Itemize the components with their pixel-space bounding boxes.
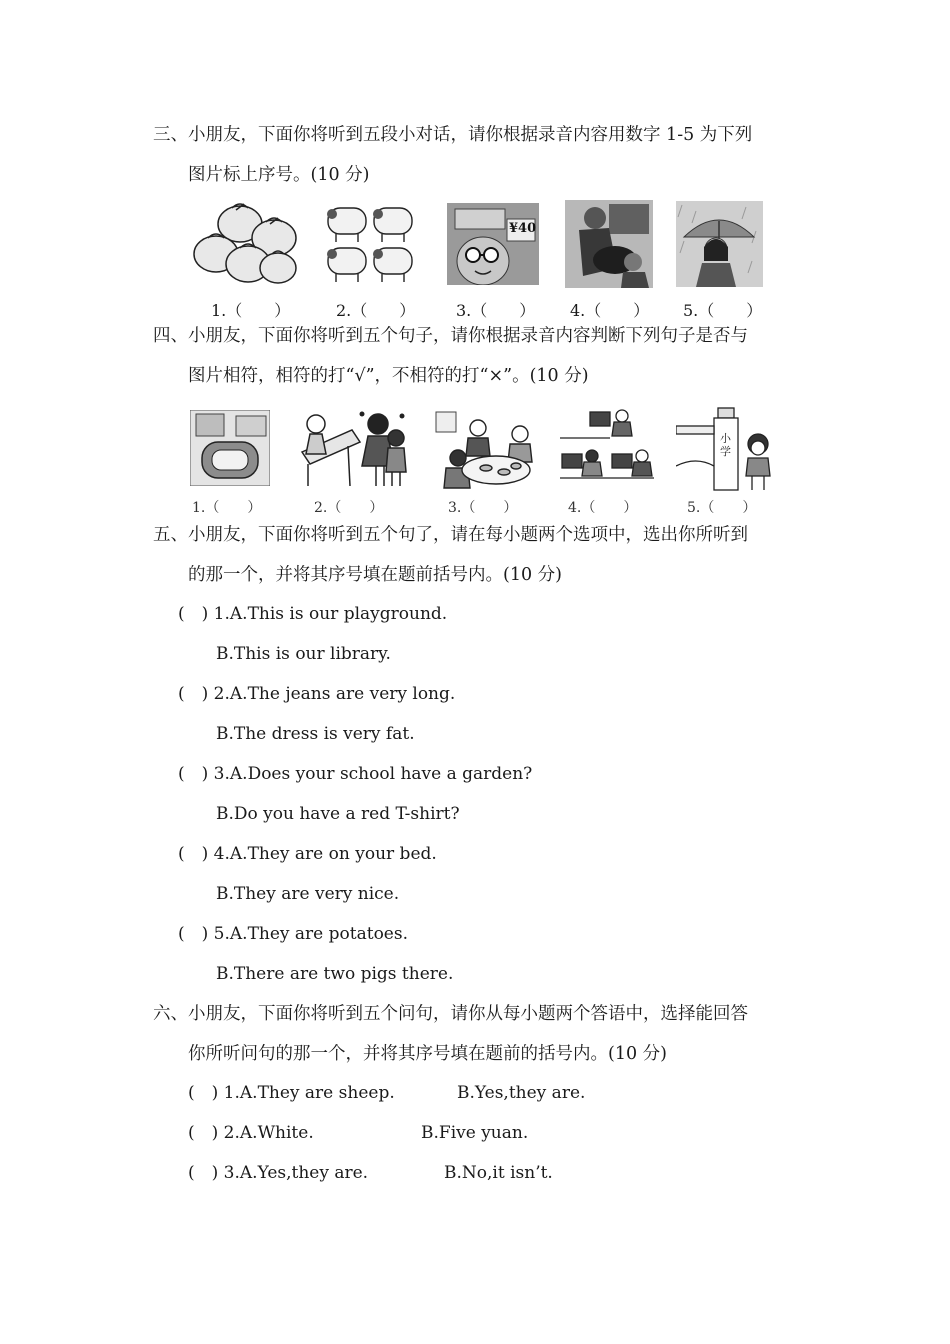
section4-instruction-line1: 四、小朋友，下面你将听到五个句子，请你根据录音内容判断下列句子是否与 xyxy=(153,326,748,346)
section6-q2-option-b: B.Five yuan. xyxy=(421,1123,529,1143)
section4-label-2: 2.（ ） xyxy=(314,500,384,516)
price-tag-text: ¥40 xyxy=(509,221,537,236)
section5-instruction-line1: 五、小朋友，下面你将听到五个句了，请在每小题两个选项中，选出你所听到 xyxy=(153,525,748,545)
section6-q1-option-a: ( ) 1.A.They are sheep. xyxy=(188,1083,395,1103)
section5-q4-option-a: ( ) 4.A.They are on your bed. xyxy=(178,844,437,864)
section4-label-5: 5.（ ） xyxy=(687,500,757,516)
section4-label-1: 1.（ ） xyxy=(192,500,262,516)
section3-label-4: 4.（ ） xyxy=(570,301,650,320)
computer-room-picture xyxy=(560,408,654,490)
section6-instruction-line1: 六、小朋友，下面你将听到五个问句，请你从每小题两个答语中，选择能回答 xyxy=(153,1004,748,1024)
playground-picture xyxy=(190,410,270,486)
section5-q2-option-a: ( ) 2.A.The jeans are very long. xyxy=(178,684,456,704)
section6-q2-option-a: ( ) 2.A.White. xyxy=(188,1123,314,1143)
tomatoes-picture xyxy=(192,198,302,288)
girl-umbrella-picture xyxy=(676,201,763,287)
sheep-picture xyxy=(322,200,420,286)
section5-q3-option-a: ( ) 3.A.Does your school have a garden? xyxy=(178,764,533,784)
section3-label-3: 3.（ ） xyxy=(456,301,536,320)
section4-label-3: 3.（ ） xyxy=(448,500,518,516)
section6-q1-option-b: B.Yes,they are. xyxy=(457,1083,586,1103)
section5-q1-option-a: ( ) 1.A.This is our playground. xyxy=(178,604,448,624)
music-class-picture xyxy=(296,408,408,490)
section5-q2-option-b: B.The dress is very fat. xyxy=(216,724,415,744)
section6-instruction-line2: 你所听问句的那一个，并将其序号填在题前的括号内。(10 分) xyxy=(188,1044,667,1064)
dinner-table-picture xyxy=(434,410,536,490)
section5-q1-option-b: B.This is our library. xyxy=(216,644,391,664)
section5-q5-option-b: B.There are two pigs there. xyxy=(216,964,454,984)
section4-instruction-line2: 图片相符，相符的打“√”，不相符的打“×”。(10 分) xyxy=(188,366,589,386)
section3-label-2: 2.（ ） xyxy=(336,301,416,320)
section5-instruction-line2: 的那一个，并将其序号填在题前括号内。(10 分) xyxy=(188,565,562,585)
section5-q3-option-b: B.Do you have a red T-shirt? xyxy=(216,804,460,824)
section3-instruction-line1: 三、小朋友，下面你将听到五段小对话，请你根据录音内容用数字 1-5 为下列 xyxy=(153,125,753,145)
children-photo-picture xyxy=(565,200,653,288)
section3-instruction-line2: 图片标上序号。(10 分) xyxy=(188,165,370,185)
gate-sign-text: 小学 xyxy=(720,432,731,458)
section5-q5-option-a: ( ) 5.A.They are potatoes. xyxy=(178,924,408,944)
section6-q3-option-a: ( ) 3.A.Yes,they are. xyxy=(188,1163,369,1183)
school-gate-picture xyxy=(676,406,776,492)
section3-label-1: 1.（ ） xyxy=(211,301,291,320)
section4-label-4: 4.（ ） xyxy=(568,500,638,516)
section3-label-5: 5.（ ） xyxy=(683,301,763,320)
section6-q3-option-b: B.No,it isn’t. xyxy=(444,1163,553,1183)
glasses-price-picture xyxy=(447,203,539,285)
section5-q4-option-b: B.They are very nice. xyxy=(216,884,400,904)
